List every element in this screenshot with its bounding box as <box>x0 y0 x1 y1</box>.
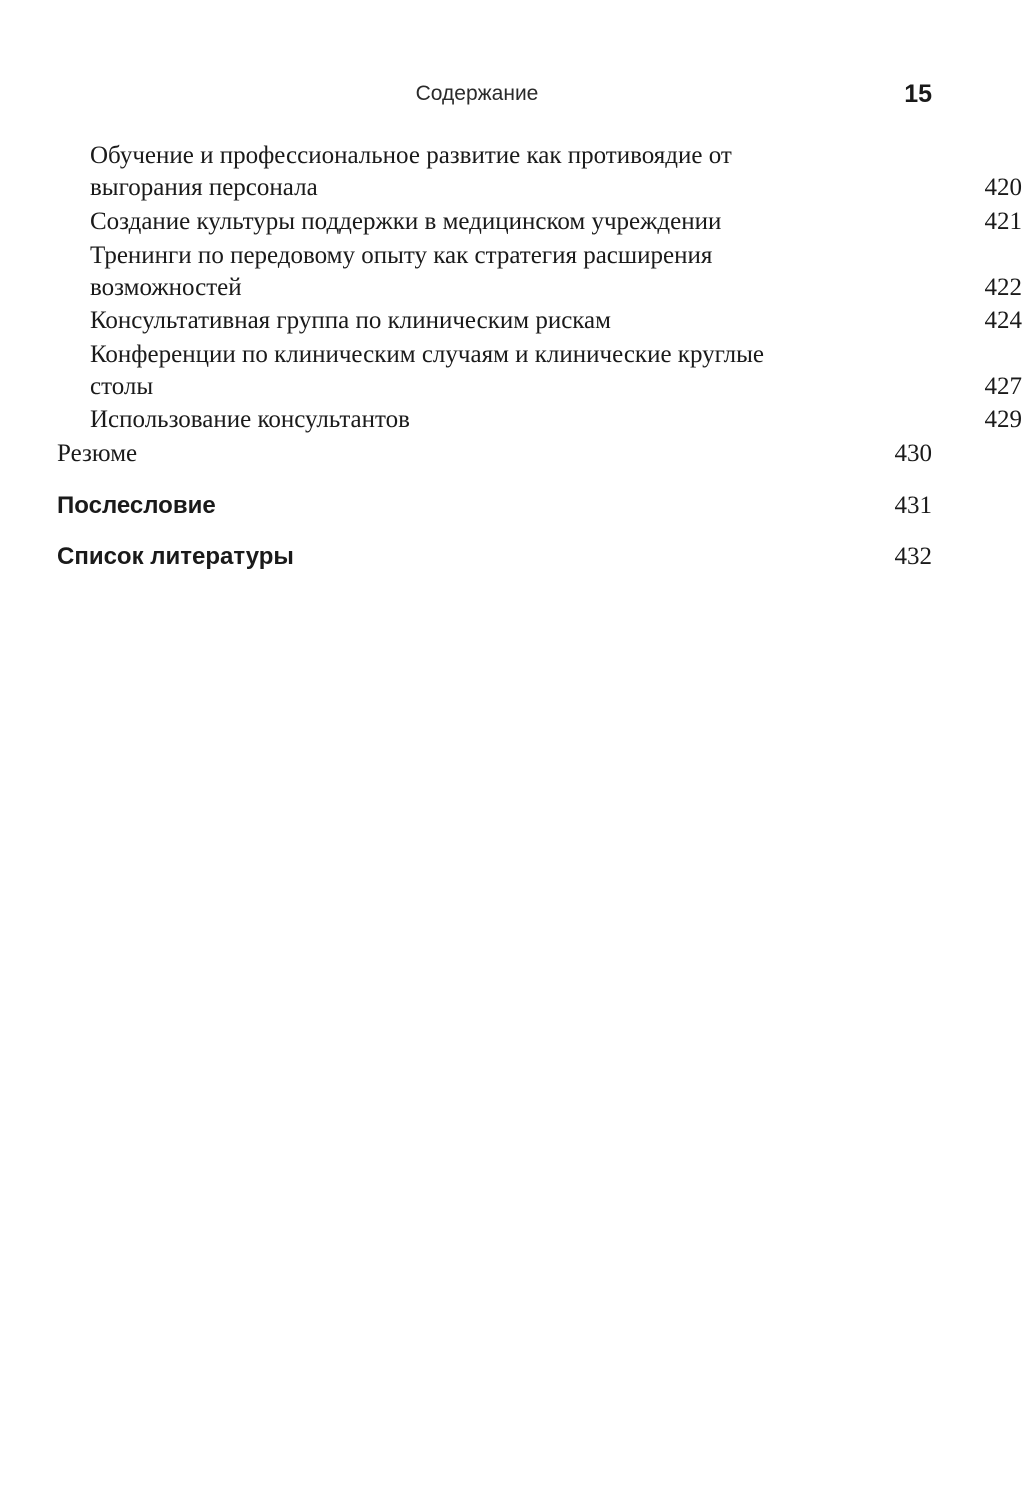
toc-entry-page: 431 <box>894 492 932 519</box>
toc-entry-page: 421 <box>984 208 1022 235</box>
toc-entry-title: Тренинги по передовому опыту как стратегия расширения возможностей <box>90 242 713 301</box>
toc-entry[interactable] <box>0 438 1000 470</box>
toc-entry-title: Список литературы <box>57 543 294 570</box>
toc-entry-title: Резюме <box>57 440 138 467</box>
toc-entry-page: 422 <box>984 274 1022 301</box>
table-of-contents <box>0 140 1022 573</box>
toc-entry[interactable] <box>90 206 1022 238</box>
page-number: 15 <box>904 80 932 108</box>
toc-entry-page: 429 <box>984 406 1022 433</box>
toc-entry-title: Обучение и профессиональное развитие как противоядие от выгорания персонала <box>90 142 732 201</box>
running-title: Содержание <box>415 82 539 105</box>
toc-entry-title: Послесловие <box>57 492 216 519</box>
toc-entry[interactable] <box>90 240 1022 304</box>
toc-entry[interactable] <box>90 140 1022 204</box>
toc-entry-title: Использование консультантов <box>90 406 410 433</box>
toc-entry[interactable] <box>90 305 1022 337</box>
toc-entry-title: Конференции по клиническим случаям и клинические круглые столы <box>90 341 764 400</box>
toc-entry[interactable] <box>0 541 1000 573</box>
toc-entry-page: 427 <box>984 373 1022 400</box>
toc-entry-page: 432 <box>894 543 932 570</box>
toc-entry-page: 430 <box>894 440 932 467</box>
toc-entry[interactable] <box>90 404 1022 436</box>
toc-entry-page: 420 <box>984 174 1022 201</box>
toc-entry-title: Консультативная группа по клиническим рискам <box>90 307 611 334</box>
toc-entry[interactable] <box>90 339 1022 403</box>
toc-entry-title: Создание культуры поддержки в медицинском учреждении <box>90 208 722 235</box>
toc-entry[interactable] <box>0 490 1000 522</box>
toc-entry-page: 424 <box>984 307 1022 334</box>
